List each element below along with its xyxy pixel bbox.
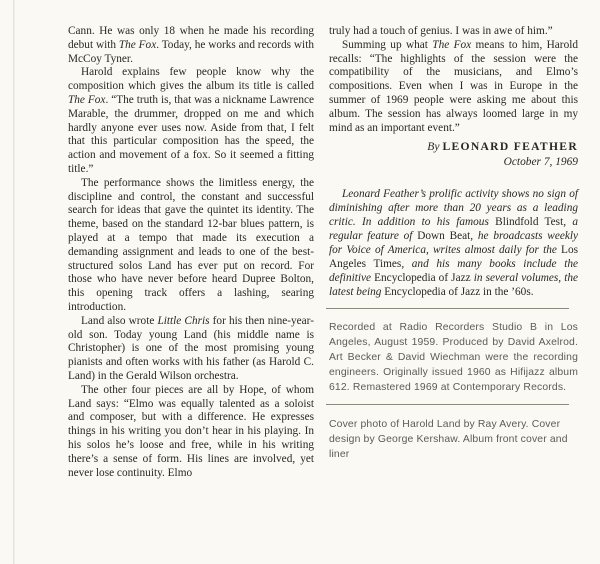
text-segment: Encyclopedia of Jazz xyxy=(374,272,471,285)
text-segment: The Fox xyxy=(432,38,472,51)
text-segment: The Fox xyxy=(118,38,157,51)
text-segment: means to him, Harold recalls: “The highlights of the session were the compatibility of the musicians, and Elmo’s compositions. Even when I was in Europe in the summer of 1969 people were asking me about this album. The session has always loomed large in my mind as an important event.” xyxy=(329,38,579,134)
text-segment: truly had a touch of genius. I was in awe of him.” xyxy=(329,25,553,37)
text-segment: The performance shows the limitless energy, the discipline and control, the constant and successful search for ideas that gave the quintet its identity. The theme, based on the standard 12-bar blues pattern, is played at a tempo that made its execution a demanding assignment and leads to one of the best-structured solos Land has ever put on record. For those who have never before heard Dupree Bolton, this opening track offers a lashing, searing introduction. xyxy=(68,176,314,313)
byline xyxy=(329,140,578,154)
byline-author: LEONARD FEATHER xyxy=(442,140,578,154)
text-segment: , and his many books include the definitive xyxy=(329,258,579,285)
text-segment: Down Beat xyxy=(417,230,471,243)
text-segment: . Today, he works and records with McCoy Tyner. xyxy=(68,38,314,65)
paragraph xyxy=(329,25,578,39)
text-segment: , he broadcasts weekly for Voice of America, writes almost daily for the xyxy=(329,230,579,257)
paragraph xyxy=(329,39,578,136)
text-segment: for his then nine-year-old son. Today young Land (his middle name is Christopher) is one of the most promising young pianists and often works with his father (as Harold C. Land) in the Gerald Wilson orchestra. xyxy=(68,314,314,382)
text-segment: . “The truth is, that was a nickname Lawrence Marable, the drummer, dropped on me and which hardly anyone ever uses now. Aside from that, I felt that this particular composition has the speed, the action and movement of a fox. So it seemed a fitting title.” xyxy=(68,93,314,175)
text-segment: Summing up what xyxy=(342,38,433,51)
text-segment: in several volumes, the latest being xyxy=(329,272,579,299)
author-note xyxy=(329,187,578,299)
recording-credits: Recorded at Radio Recorders Studio B in Los Angeles, August 1959. Produced by David Axelrod. Art Becker & David Wiechman were the recording engineers. Originally issued 1960 as Hifijazz album 612. Remastered 1969 at Contemporary Records. xyxy=(329,322,578,394)
dateline: October 7, 1969 xyxy=(503,156,578,169)
text-segment: Harold explains few people know why the composition which gives the album its title is called xyxy=(68,66,314,93)
left-text-column xyxy=(68,25,314,480)
text-segment: Cann. He was only 18 when he made his recording debut with xyxy=(68,25,314,51)
paragraph xyxy=(68,25,314,66)
text-segment: , a regular feature of xyxy=(329,216,579,243)
paragraph xyxy=(68,177,314,315)
paragraph xyxy=(68,315,314,384)
text-segment: Little Chris xyxy=(157,314,210,327)
text-segment: The Fox xyxy=(68,93,106,106)
text-segment: Los Angeles Times xyxy=(329,244,578,271)
cover-credits: Cover photo of Harold Land by Ray Avery. Cover design by George Kershaw. Album front cover and liner xyxy=(329,419,568,461)
paragraph xyxy=(68,384,314,481)
divider-rule-bottom xyxy=(326,404,569,405)
text-segment: The other four pieces are all by Hope, of whom Land says: “Elmo was equally talented as a soloist and composer, but with a difference. He expresses things in his writing you don’t hear in his playing. In his solos he’s loose and free, while in his writing there’s a sense of form. His lines are involved, yet never lose continuity. Elmo xyxy=(68,383,314,479)
text-segment: Leonard Feather’s prolific activity shows no sign of diminishing after more than 20 years as a leading critic. In addition to his famous xyxy=(329,188,578,229)
right-text-column xyxy=(329,25,578,462)
divider-rule-top xyxy=(326,308,569,309)
text-segment: Blindfold Test xyxy=(495,216,564,229)
byline-prefix: By xyxy=(427,140,440,154)
paragraph xyxy=(68,66,314,176)
text-segment: Encyclopedia of Jazz in the ’60s. xyxy=(384,286,534,299)
right-paragraphs xyxy=(329,25,578,135)
page-fold-line xyxy=(13,0,15,564)
text-segment: Land also wrote xyxy=(81,314,158,327)
